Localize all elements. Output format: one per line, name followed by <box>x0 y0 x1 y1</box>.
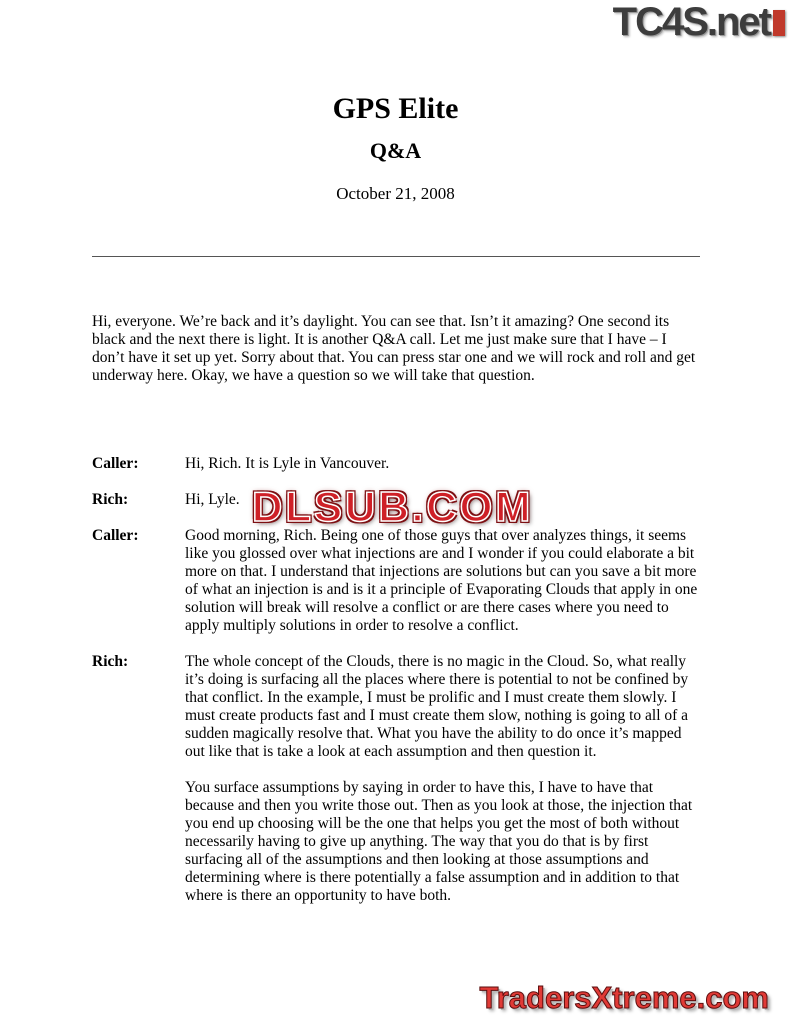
speaker-label <box>92 779 185 905</box>
tc4s-logo-text: TC4S.net <box>612 0 770 44</box>
speaker-text: Hi, Rich. It is Lyle in Vancouver. <box>185 455 390 472</box>
tc4s-logo-red-accent <box>773 10 785 36</box>
speaker-text: Hi, Lyle. <box>185 491 240 508</box>
dialogue-row <box>92 455 700 473</box>
tradersxtreme-footer-logo: TradersXtreme.com <box>479 980 769 1015</box>
dialogue-row <box>92 779 700 905</box>
document-date: October 21, 2008 <box>336 184 455 203</box>
dialogue-row <box>92 653 700 761</box>
page-subtitle: Q&A <box>369 138 422 163</box>
dlsub-watermark: DLSUB.COM <box>252 483 534 530</box>
speaker-label: Rich: <box>92 653 129 670</box>
speaker-label: Rich: <box>92 491 129 508</box>
page-title: GPS Elite <box>332 92 459 125</box>
speaker-text: The whole concept of the Clouds, there is no magic in the Cloud. So, what really it’s doing is surfacing all the places where there is potential to not be confined by that conflict. In the example, I must be prolific and I must create them slowly. I must create products fast and I must create them slow, nothing is going to all of a sudden magically resolve that. What you have the ability to do once it’s mapped out like that is take a look at each assumption and then question it. <box>185 653 689 760</box>
tc4s-site-logo <box>613 0 785 45</box>
speaker-label: Caller: <box>92 455 139 472</box>
speaker-label: Caller: <box>92 527 139 544</box>
horizontal-divider <box>92 256 700 257</box>
dialogue-row <box>92 527 700 635</box>
speaker-text: You surface assumptions by saying in order to have this, I have to have that because and then you write those out. Then as you look at those, the injection that you end up choosing will be the one that helps you get the most of both without necessarily having to give up anything. The way that you do that is by first surfacing all of the assumptions and then looking at those assumptions and determining where is there potentially a false assumption and in addition to that where is there an opportunity to have both. <box>185 779 693 904</box>
speaker-text: Good morning, Rich. Being one of those guys that over analyzes things, it seems like you glossed over what injections are and I wonder if you could elaborate a bit more on that. I understand that injections are solutions but can you save a bit more of what an injection is and is it a principle of Evaporating Clouds that apply in one solution will break will resolve a conflict or are there cases where you need to apply multiply solutions in order to resolve a conflict. <box>185 527 698 634</box>
intro-paragraph: Hi, everyone. We’re back and it’s daylight. You can see that. Isn’t it amazing? One second its black and the next there is light. It is another Q&A call. Let me just make sure that I have – I don’t have it set up yet. Sorry about that. You can press star one and we will rock and roll and get underway here. Okay, we have a question so we will take that question. <box>92 313 696 384</box>
